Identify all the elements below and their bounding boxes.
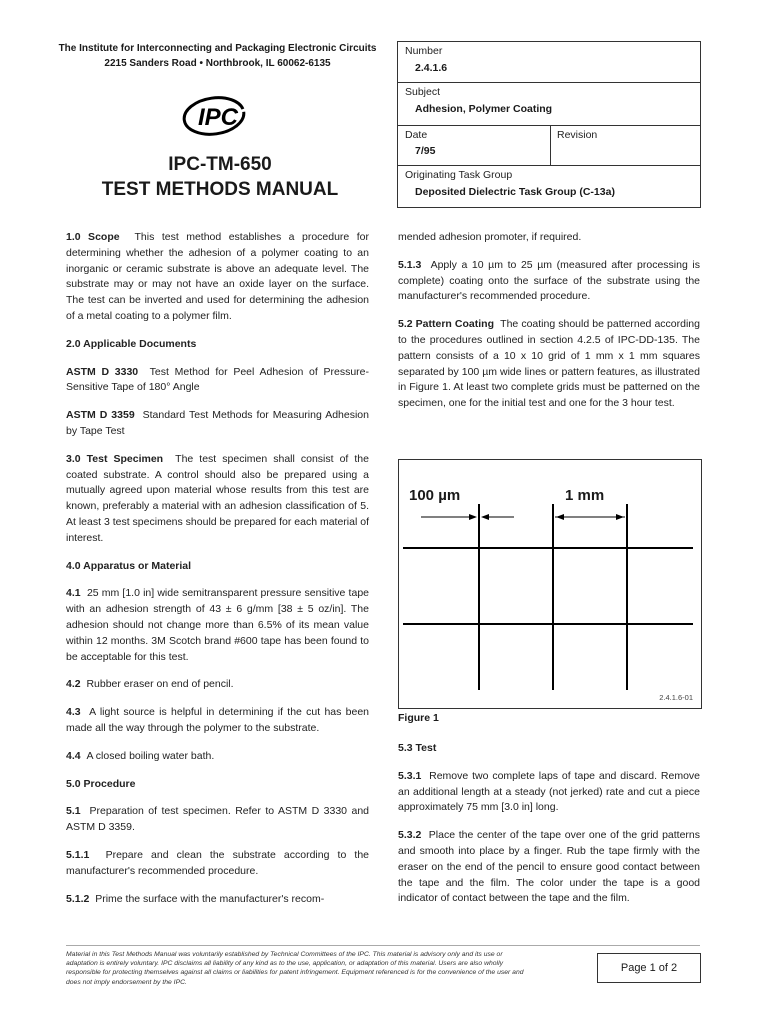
- task-group-value: Deposited Dielectric Task Group (C-13a): [415, 186, 615, 198]
- date-value: 7/95: [415, 145, 436, 157]
- astm-d3330-heading: ASTM D 3330: [66, 365, 139, 378]
- item-4-3: [66, 705, 369, 737]
- scope-text: This test method establishes a procedure for determining whether the adhesion of a polymer coating to an inorganic or ceramic substrate is above an adequate level. The substrate may or may not have an oxide layer on the surface. The test can be inverted and used for determining the adhesion of a metal coating to a polymer film.: [66, 231, 369, 322]
- label-1mm: 1 mm: [565, 487, 605, 504]
- org-address: 2215 Sanders Road • Northbrook, IL 60062-6135: [104, 58, 331, 69]
- item-5-3-1-text: Remove two complete laps of tape and discard. Remove an additional length at a steady (not jerked) rate and cut a piece approximately 75 mm [3.0 in] long.: [398, 769, 701, 814]
- figure-caption: Figure 1: [398, 712, 439, 724]
- item-4-3-text: A light source is helpful in determining if the cut has been made all the way through the polymer to the substrate.: [66, 706, 369, 734]
- pattern-coating-text: The coating should be patterned according to the procedures outlined in section 4.2.5 of IPC-DD-135. The pattern consists of a 10 x 10 grid of 1 mm x 1 mm squares separated by 100 µm wide lines or pattern features, as illustrated in Figure 1. At least two complete grids must be patterned on the specimen, one for the initial test and one for the 3 hour test.: [398, 318, 700, 410]
- item-5-1-text: Preparation of test specimen. Refer to ASTM D 3330 and ASTM D 3359.: [66, 805, 369, 834]
- item-4-2: [66, 677, 369, 693]
- figure-1-box: [398, 459, 702, 709]
- item-5-3-1: [398, 769, 700, 816]
- number-label: Number: [405, 45, 443, 57]
- item-5-3-2-heading: 5.3.2: [398, 829, 422, 842]
- item-4-2-heading: 4.2: [66, 678, 81, 691]
- item-4-2-text: Rubber eraser on end of pencil.: [86, 678, 234, 691]
- item-4-1-heading: 4.1: [66, 587, 81, 600]
- item-5-1-3-text: Apply a 10 µm to 25 µm (measured after processing is complete) coating onto the surface of the substrate using the manufacturer's recommended procedure.: [398, 258, 700, 303]
- subject-label: Subject: [405, 86, 441, 98]
- pattern-coating-heading: 5.2 Pattern Coating: [398, 318, 494, 331]
- section-scope: [66, 230, 369, 325]
- right-column-top: [398, 230, 700, 424]
- item-4-4-text: A closed boiling water bath.: [86, 749, 215, 762]
- section-applicable-documents-heading: 2.0 Applicable Documents: [66, 337, 197, 350]
- item-4-1: [66, 586, 369, 665]
- item-4-4: [66, 749, 369, 765]
- doc-astm-d3359: [66, 408, 369, 440]
- item-5-1-2-continued: mended adhesion promoter, if required.: [398, 231, 582, 243]
- astm-d3359-heading: ASTM D 3359: [66, 409, 135, 422]
- section-pattern-coating: [398, 317, 700, 412]
- revision-label: Revision: [557, 129, 598, 141]
- page-number: Page 1 of 2: [597, 953, 701, 983]
- manual-title: [80, 152, 360, 202]
- organization-header: [40, 41, 395, 71]
- section-test-specimen: [66, 452, 369, 547]
- item-4-1-text: 25 mm [1.0 in] wide semitransparent pressure sensitive tape with an adhesion strength of 43 ± 6 g/mm [38 ± 5 oz/in]. The adhesion should not change more than 6.5% of its mean value within 12 months. 3M Scotch brand #600 tape has been found to be acceptable for this test.: [66, 587, 369, 663]
- label-100um: 100 µm: [409, 487, 461, 504]
- logo-text: IPC: [197, 104, 239, 131]
- ipc-logo: [180, 94, 256, 138]
- section-procedure-heading: 5.0 Procedure: [66, 777, 136, 790]
- dimension-head-left: [556, 514, 564, 520]
- left-column: [66, 230, 369, 919]
- item-5-1-2-heading: 5.1.2: [66, 892, 90, 905]
- item-5-1-1-heading: 5.1.1: [66, 848, 90, 861]
- item-5-3-2-text: Place the center of the tape over one of the grid patterns and smooth into place by a finger. Rub the tape firmly with the eraser on the end of the pencil to ensure good contact between the tape and the film. The color under the tape is a good indicator of contact between the tape and the film.: [398, 829, 701, 905]
- date-divider: [550, 126, 551, 165]
- test-specimen-heading: 3.0 Test Specimen: [66, 452, 164, 465]
- date-row: [398, 126, 700, 166]
- astm-d3330-text: Test Method for Peel Adhesion of Pressure-Sensitive Tape of 180° Angle: [66, 365, 370, 394]
- document-info-box: [397, 41, 701, 208]
- scope-heading: 1.0 Scope: [66, 231, 120, 243]
- item-5-1-heading: 5.1: [66, 805, 81, 818]
- item-5-1-2: [66, 892, 369, 908]
- item-5-1-3: [398, 258, 700, 305]
- item-5-3-1-heading: 5.3.1: [398, 769, 422, 782]
- task-group-row: [398, 166, 700, 207]
- item-4-4-heading: 4.4: [66, 749, 81, 762]
- item-5-3-2: [398, 828, 700, 907]
- item-5-1-2-text: Prime the surface with the manufacturer's recom-: [95, 892, 325, 905]
- item-5-1: [66, 804, 369, 836]
- doc-astm-d3330: [66, 365, 369, 397]
- dimension-head-right: [616, 514, 624, 520]
- item-5-1-1-text: Prepare and clean the substrate according to the manufacturer's recommended procedure.: [66, 848, 370, 877]
- subject-value: Adhesion, Polymer Coating: [415, 103, 553, 115]
- right-column-bottom: [398, 741, 700, 919]
- footer-rule: [66, 945, 700, 946]
- date-label: Date: [405, 129, 428, 141]
- task-group-label: Originating Task Group: [405, 169, 513, 181]
- subject-row: [398, 83, 700, 126]
- item-5-1-1: [66, 848, 369, 880]
- item-4-3-heading: 4.3: [66, 706, 81, 719]
- item-5-1-3-heading: 5.1.3: [398, 258, 422, 271]
- title-line-2: TEST METHODS MANUAL: [101, 179, 339, 200]
- test-specimen-text: The test specimen shall consist of the coated substrate. A control should also be prepared using a mutually agreed upon material whose results from this test are known, preferably a material with an adhesion classification of 5. At least 3 test specimens should be prepared for each material of interest.: [66, 452, 369, 544]
- org-name: The Institute for Interconnecting and Packaging Electronic Circuits: [58, 43, 377, 54]
- section-test-heading: 5.3 Test: [398, 742, 437, 754]
- arrow-head-right: [481, 514, 489, 520]
- footer-disclaimer: Material in this Test Methods Manual was voluntarily established by Technical Committees of the IPC. This material is advisory only and its use or adaptation is entirely voluntary. IPC disclaims all liability of any kind as to the use, application, or adaptation of this material. Users are also wholly responsible for protecting themselves against all claims or liabilities for patent infringement. Equipment referenced is for the convenience of the user and does not imply endorsement by the IPC.: [66, 951, 524, 986]
- arrow-head-left: [469, 514, 477, 520]
- number-value: 2.4.1.6: [415, 62, 448, 74]
- astm-d3359-text: Standard Test Methods for Measuring Adhesion by Tape Test: [66, 409, 369, 437]
- number-row: [398, 42, 700, 83]
- section-apparatus-heading: 4.0 Apparatus or Material: [66, 559, 192, 572]
- title-line-1: IPC-TM-650: [168, 154, 272, 175]
- figure-code: 2.4.1.6-01: [659, 693, 693, 702]
